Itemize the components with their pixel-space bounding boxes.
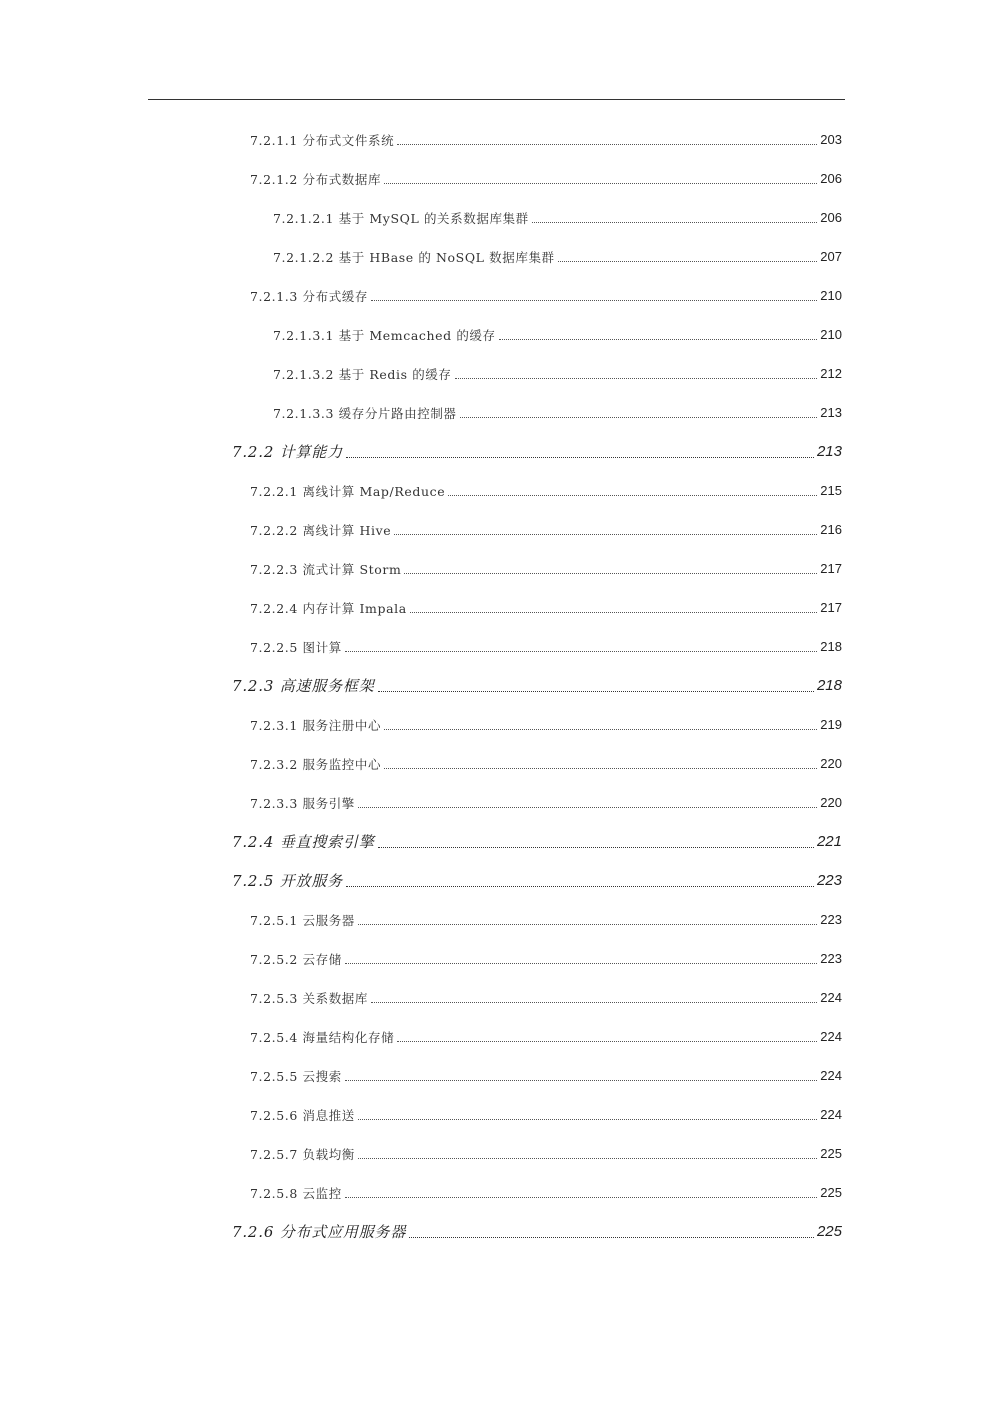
- toc-entry[interactable]: [0, 1173, 992, 1212]
- toc-entry-title: 7.2.2.5 图计算: [250, 639, 342, 655]
- toc-entry-title: 7.2.3.3 服务引擎: [250, 795, 355, 811]
- toc-entry[interactable]: [0, 783, 992, 822]
- toc-entry-title: 7.2.5.7 负载均衡: [250, 1146, 355, 1162]
- dot-leader: [404, 573, 817, 574]
- dot-leader: [460, 417, 818, 418]
- dot-leader: [378, 847, 814, 848]
- toc-entry-title: 7.2.2 计算能力: [232, 443, 343, 461]
- dot-leader: [397, 1041, 817, 1042]
- toc-entry-title: 7.2.6 分布式应用服务器: [232, 1223, 407, 1241]
- toc-entry-title: 7.2.5.2 云存储: [250, 951, 342, 967]
- toc-entry-title: 7.2.5.8 云监控: [250, 1185, 342, 1201]
- toc-entry-page-number: 224: [820, 1029, 842, 1044]
- dot-leader: [371, 1002, 817, 1003]
- toc-entry-page-number: 216: [820, 522, 842, 537]
- toc-entry[interactable]: [0, 1056, 992, 1095]
- toc-entry-title: 7.2.5.1 云服务器: [250, 912, 355, 928]
- dot-leader: [345, 651, 817, 652]
- toc-entry-page-number: 203: [820, 132, 842, 147]
- toc-entry-page-number: 218: [820, 639, 842, 654]
- toc-entry-title: 7.2.1.2 分布式数据库: [250, 171, 382, 187]
- toc-entry[interactable]: [0, 744, 992, 783]
- toc-entry-page-number: 224: [820, 1107, 842, 1122]
- toc-entry-page-number: 206: [820, 210, 842, 225]
- toc-entry[interactable]: [0, 237, 992, 276]
- dot-leader: [358, 1119, 817, 1120]
- toc-entry-page-number: 217: [820, 561, 842, 576]
- dot-leader: [384, 183, 817, 184]
- toc-entry-title: 7.2.1.3 分布式缓存: [250, 288, 369, 304]
- toc-entry-page-number: 225: [820, 1146, 842, 1161]
- dot-leader: [558, 261, 818, 262]
- toc-entry-page-number: 223: [816, 872, 842, 889]
- toc-entry-title: 7.2.4 垂直搜索引擎: [232, 833, 375, 851]
- toc-entry[interactable]: [0, 198, 992, 237]
- toc-entry-title: 7.2.5.4 海量结构化存储: [250, 1029, 395, 1045]
- dot-leader: [345, 1080, 817, 1081]
- toc-entry-title: 7.2.2.3 流式计算 Storm: [250, 561, 402, 577]
- dot-leader: [371, 300, 817, 301]
- dot-leader: [455, 378, 818, 379]
- toc-entry-page-number: 223: [820, 951, 842, 966]
- toc-entry[interactable]: [0, 900, 992, 939]
- toc-entry[interactable]: [0, 1095, 992, 1134]
- toc-entry-page-number: 220: [820, 795, 842, 810]
- toc-entry[interactable]: [0, 1134, 992, 1173]
- toc-entry[interactable]: [0, 1212, 992, 1251]
- dot-leader: [346, 457, 814, 458]
- toc-entry[interactable]: [0, 1017, 992, 1056]
- dot-leader: [397, 144, 817, 145]
- dot-leader: [346, 886, 814, 887]
- toc-entry-page-number: 206: [820, 171, 842, 186]
- toc-entry[interactable]: [0, 471, 992, 510]
- toc-entry-page-number: 220: [820, 756, 842, 771]
- dot-leader: [384, 768, 817, 769]
- toc-entry-title: 7.2.1.1 分布式文件系统: [250, 132, 395, 148]
- toc-entry-title: 7.2.5.6 消息推送: [250, 1107, 355, 1123]
- toc-entry-page-number: 210: [820, 327, 842, 342]
- toc-entry[interactable]: [0, 276, 992, 315]
- toc-entry-title: 7.2.3.1 服务注册中心: [250, 717, 382, 733]
- toc-entry-page-number: 210: [820, 288, 842, 303]
- toc-entry[interactable]: [0, 432, 992, 471]
- toc-entry[interactable]: [0, 510, 992, 549]
- toc-entry-page-number: 217: [820, 600, 842, 615]
- dot-leader: [345, 1197, 817, 1198]
- toc-entry[interactable]: [0, 666, 992, 705]
- toc-entry[interactable]: [0, 627, 992, 666]
- table-of-contents: [0, 120, 992, 1251]
- toc-entry[interactable]: [0, 939, 992, 978]
- toc-entry[interactable]: [0, 822, 992, 861]
- dot-leader: [499, 339, 818, 340]
- toc-entry-title: 7.2.3.2 服务监控中心: [250, 756, 382, 772]
- dot-leader: [358, 807, 817, 808]
- toc-entry-title: 7.2.1.2.2 基于 HBase 的 NoSQL 数据库集群: [273, 249, 555, 265]
- toc-entry-page-number: 221: [816, 833, 842, 850]
- toc-entry[interactable]: [0, 159, 992, 198]
- toc-entry-page-number: 219: [820, 717, 842, 732]
- toc-entry-page-number: 207: [820, 249, 842, 264]
- toc-entry-title: 7.2.1.2.1 基于 MySQL 的关系数据库集群: [273, 210, 529, 226]
- toc-entry-page-number: 218: [816, 677, 842, 694]
- dot-leader: [345, 963, 817, 964]
- toc-entry[interactable]: [0, 315, 992, 354]
- toc-entry-title: 7.2.1.3.3 缓存分片路由控制器: [273, 405, 457, 421]
- toc-entry[interactable]: [0, 705, 992, 744]
- dot-leader: [448, 495, 817, 496]
- toc-entry[interactable]: [0, 549, 992, 588]
- toc-entry-page-number: 213: [816, 443, 842, 460]
- toc-entry-title: 7.2.3 高速服务框架: [232, 677, 375, 695]
- toc-entry-page-number: 225: [816, 1223, 842, 1240]
- toc-entry[interactable]: [0, 354, 992, 393]
- toc-entry-page-number: 215: [820, 483, 842, 498]
- dot-leader: [532, 222, 818, 223]
- dot-leader: [358, 924, 817, 925]
- dot-leader: [378, 691, 814, 692]
- toc-entry-page-number: 224: [820, 990, 842, 1005]
- toc-entry-title: 7.2.2.2 离线计算 Hive: [250, 522, 392, 538]
- toc-entry[interactable]: [0, 861, 992, 900]
- toc-entry-title: 7.2.5.5 云搜索: [250, 1068, 342, 1084]
- dot-leader: [384, 729, 817, 730]
- toc-entry[interactable]: [0, 393, 992, 432]
- toc-entry-title: 7.2.5.3 关系数据库: [250, 990, 369, 1006]
- toc-entry-page-number: 224: [820, 1068, 842, 1083]
- dot-leader: [394, 534, 817, 535]
- dot-leader: [409, 1237, 814, 1238]
- toc-entry[interactable]: [0, 978, 992, 1017]
- toc-entry[interactable]: [0, 120, 992, 159]
- toc-entry-title: 7.2.2.4 内存计算 Impala: [250, 600, 407, 616]
- toc-entry-page-number: 212: [820, 366, 842, 381]
- dot-leader: [410, 612, 818, 613]
- toc-entry-title: 7.2.2.1 离线计算 Map/Reduce: [250, 483, 446, 499]
- toc-entry-title: 7.2.1.3.1 基于 Memcached 的缓存: [273, 327, 496, 343]
- dot-leader: [358, 1158, 817, 1159]
- toc-entry[interactable]: [0, 588, 992, 627]
- toc-entry-title: 7.2.5 开放服务: [232, 872, 343, 890]
- toc-entry-page-number: 225: [820, 1185, 842, 1200]
- toc-entry-page-number: 223: [820, 912, 842, 927]
- toc-entry-title: 7.2.1.3.2 基于 Redis 的缓存: [273, 366, 452, 382]
- header-rule: [148, 99, 845, 100]
- toc-entry-page-number: 213: [820, 405, 842, 420]
